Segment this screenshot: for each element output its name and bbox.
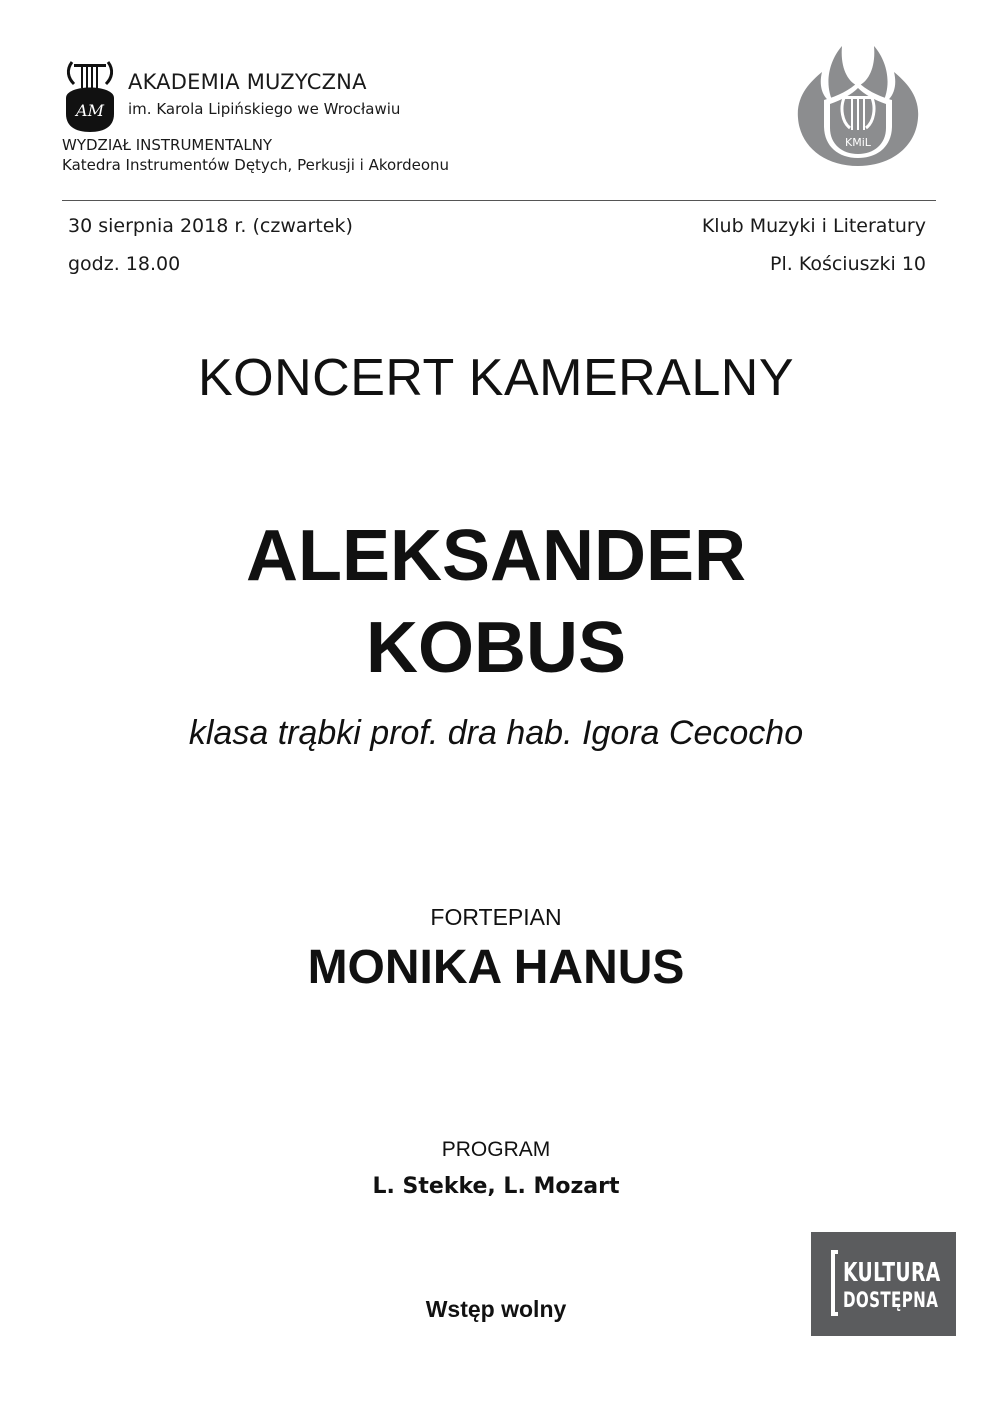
- event-date: 30 sierpnia 2018 r. (czwartek): [68, 215, 353, 237]
- club-logo-mark: KMiL: [845, 136, 871, 149]
- academy-subtitle: im. Karola Lipińskiego we Wrocławiu: [128, 100, 401, 118]
- club-flame-lyre-logo-icon: [794, 42, 922, 172]
- badge-line-2: DOSTĘPNA: [843, 1288, 939, 1312]
- performer-first-name: ALEKSANDER: [245, 516, 747, 596]
- kultura-dostepna-badge: [811, 1232, 956, 1336]
- event-address: Pl. Kościuszki 10: [770, 253, 926, 275]
- accompaniment-label: FORTEPIAN: [430, 904, 562, 930]
- badge-line-1: KULTURA: [843, 1258, 941, 1288]
- department-name: Katedra Instrumentów Dętych, Perkusji i Akordeonu: [62, 156, 450, 174]
- bracket-icon: [831, 1250, 838, 1316]
- faculty-name: WYDZIAŁ INSTRUMENTALNY: [62, 136, 273, 154]
- pianist-name: MONIKA HANUS: [307, 941, 685, 994]
- event-time: godz. 18.00: [68, 253, 181, 275]
- academy-lyre-logo-icon: [62, 58, 118, 134]
- header-divider: [62, 200, 936, 201]
- class-info: klasa trąbki prof. dra hab. Igora Cecocho: [188, 714, 804, 752]
- entry-info: Wstęp wolny: [425, 1296, 567, 1322]
- event-venue: Klub Muzyki i Literatury: [701, 215, 926, 237]
- academy-name: AKADEMIA MUZYCZNA: [128, 70, 367, 94]
- club-logo-small-mark: W: [853, 77, 863, 87]
- academy-logo-mark: AM: [76, 101, 104, 120]
- performer-last-name: KOBUS: [365, 608, 626, 688]
- concert-title: KONCERT KAMERALNY: [197, 349, 795, 407]
- program-label: PROGRAM: [441, 1138, 551, 1161]
- program-composers: L. Stekke, L. Mozart: [372, 1174, 620, 1199]
- performer-name: [0, 510, 992, 694]
